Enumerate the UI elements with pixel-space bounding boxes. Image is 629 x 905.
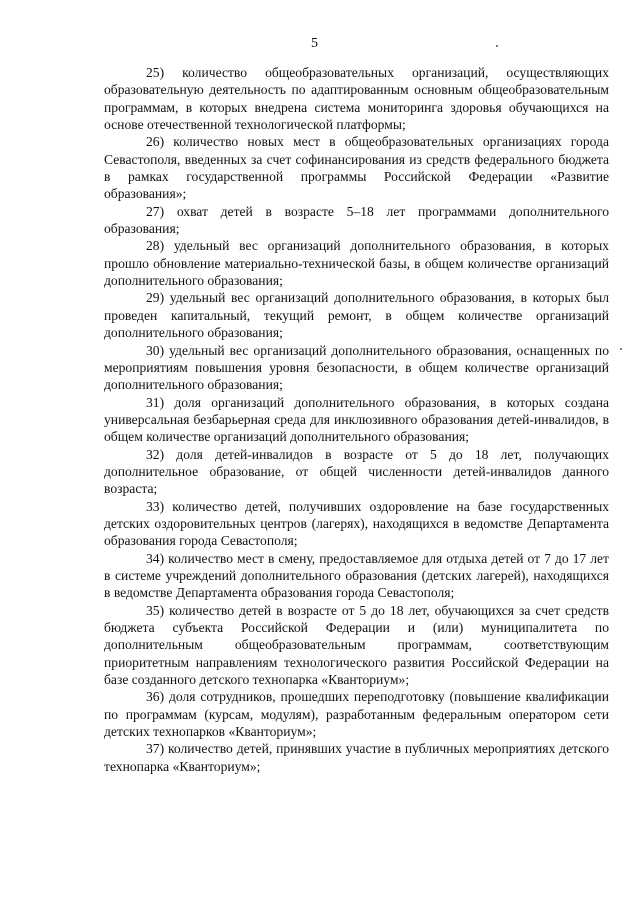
list-item-30: 30) удельный вес организаций дополнительного образования, оснащенных по мероприятиям повышения уровня безопасности, в общем количестве организаций дополнительного образования;: [104, 342, 609, 393]
page-number: 5: [311, 36, 318, 51]
list-item-36: 36) доля сотрудников, прошедших переподготовку (повышение квалификации по программам (курсам, модулям), разработанным федеральным оператором сети детских технопарков «Кванториум»;: [104, 689, 609, 740]
list-item-31: 31) доля организаций дополнительного образования, в которых создана универсальная безбарьерная среда для инклюзивного образования детей-инвалидов, в общем количестве организаций дополнительного образования;: [104, 394, 609, 445]
list-item-26: 26) количество новых мест в общеобразовательных организациях города Севастополя, введенных за счет софинансирования из средств федерального бюджета в рамках государственной программы Российской Федерации «Развитие образования»;: [104, 134, 609, 202]
list-item-33: 33) количество детей, получивших оздоровление на базе государственных детских оздоровительных центров (лагерях), находящихся в ведомстве Департамента образования города Севастополя;: [104, 498, 609, 549]
list-item-29: 29) удельный вес организаций дополнительного образования, в которых был проведен капитальный, текущий ремонт, в общем количестве организаций дополнительного образования;: [104, 290, 609, 341]
list-item-25: 25) количество общеобразовательных организаций, осуществляющих образовательную деятельность по адаптированным основным общеобразовательным программам, в которых внедрена система мониторинга здоровья обучающихся на основе отечественной технологической платформы;: [104, 65, 609, 133]
document-body: [104, 64, 609, 775]
list-item-37: 37) количество детей, принявших участие в публичных мероприятиях детского технопарка «Кванториум»;: [104, 741, 609, 774]
scan-speck: [620, 348, 622, 350]
list-item-34: 34) количество мест в смену, предоставляемое для отдыха детей от 7 до 17 лет в системе учреждений дополнительного образования (детских лагерей), находящихся в ведомстве Департамента образования города Севастополя;: [104, 550, 609, 601]
list-item-32: 32) доля детей-инвалидов в возрасте от 5 до 18 лет, получающих дополнительное образование, от общей численности детей-инвалидов данного возраста;: [104, 446, 609, 497]
list-item-28: 28) удельный вес организаций дополнительного образования, в которых прошло обновление материально-технической базы, в общем количестве организаций дополнительного образования;: [104, 238, 609, 289]
list-item-35: 35) количество детей в возрасте от 5 до 18 лет, обучающихся за счет средств бюджета субъекта Российской Федерации и (или) муниципалитета по дополнительным общеобразовательным программам, соответствующим приоритетным направлениям технологического развития Российской Федерации на базе созданного детского технопарка «Кванториум»;: [104, 602, 609, 688]
list-item-27: 27) охват детей в возрасте 5–18 лет программами дополнительного образования;: [104, 203, 609, 237]
scan-speck: [496, 45, 498, 47]
